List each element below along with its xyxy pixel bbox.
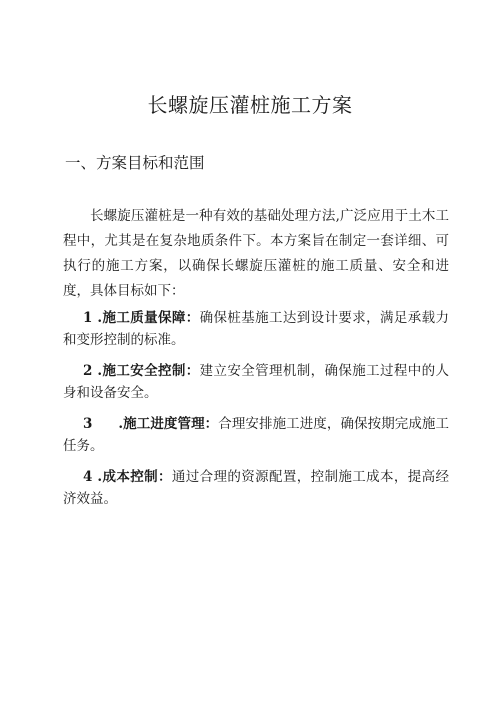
goal-name: .成本控制： [97, 469, 172, 485]
goal-number: 4 [83, 469, 93, 485]
goal-item-cost [63, 466, 449, 510]
goal-description: 合理安排施工进度，确保按期完成施工任务。 [63, 416, 450, 454]
goal-name: .施工质量保障： [97, 310, 200, 326]
goal-description: 确保桩基施工达到设计要求，满足承载力和变形控制的标准。 [63, 310, 450, 348]
goal-item-schedule [63, 413, 449, 457]
intro-paragraph: 长螺旋压灌桩是一种有效的基础处理方法,广泛应用于土木工程中，尤其是在复杂地质条件下。本方案旨在制定一套详细、可执行的施工方案，以确保长螺旋压灌桩的施工质量、安全和进度，具体目标如下： [63, 208, 449, 299]
goal-number: 3 [83, 416, 93, 432]
goal-name: .施工安全控制： [97, 363, 200, 379]
goal-description: 建立安全管理机制，确保施工过程中的人身和设备安全。 [63, 363, 450, 401]
goal-item-quality [63, 307, 449, 351]
goal-description: 通过合理的资源配置，控制施工成本，提高经济效益。 [63, 469, 450, 507]
goal-name: .施工进度管理： [118, 416, 219, 432]
goal-item-safety [63, 360, 449, 404]
document-title: 长螺旋压灌桩施工方案 [147, 93, 353, 117]
section-heading: 一、方案目标和范围 [65, 154, 205, 172]
goal-number: 1 [83, 310, 93, 326]
goal-number: 2 [83, 363, 93, 379]
